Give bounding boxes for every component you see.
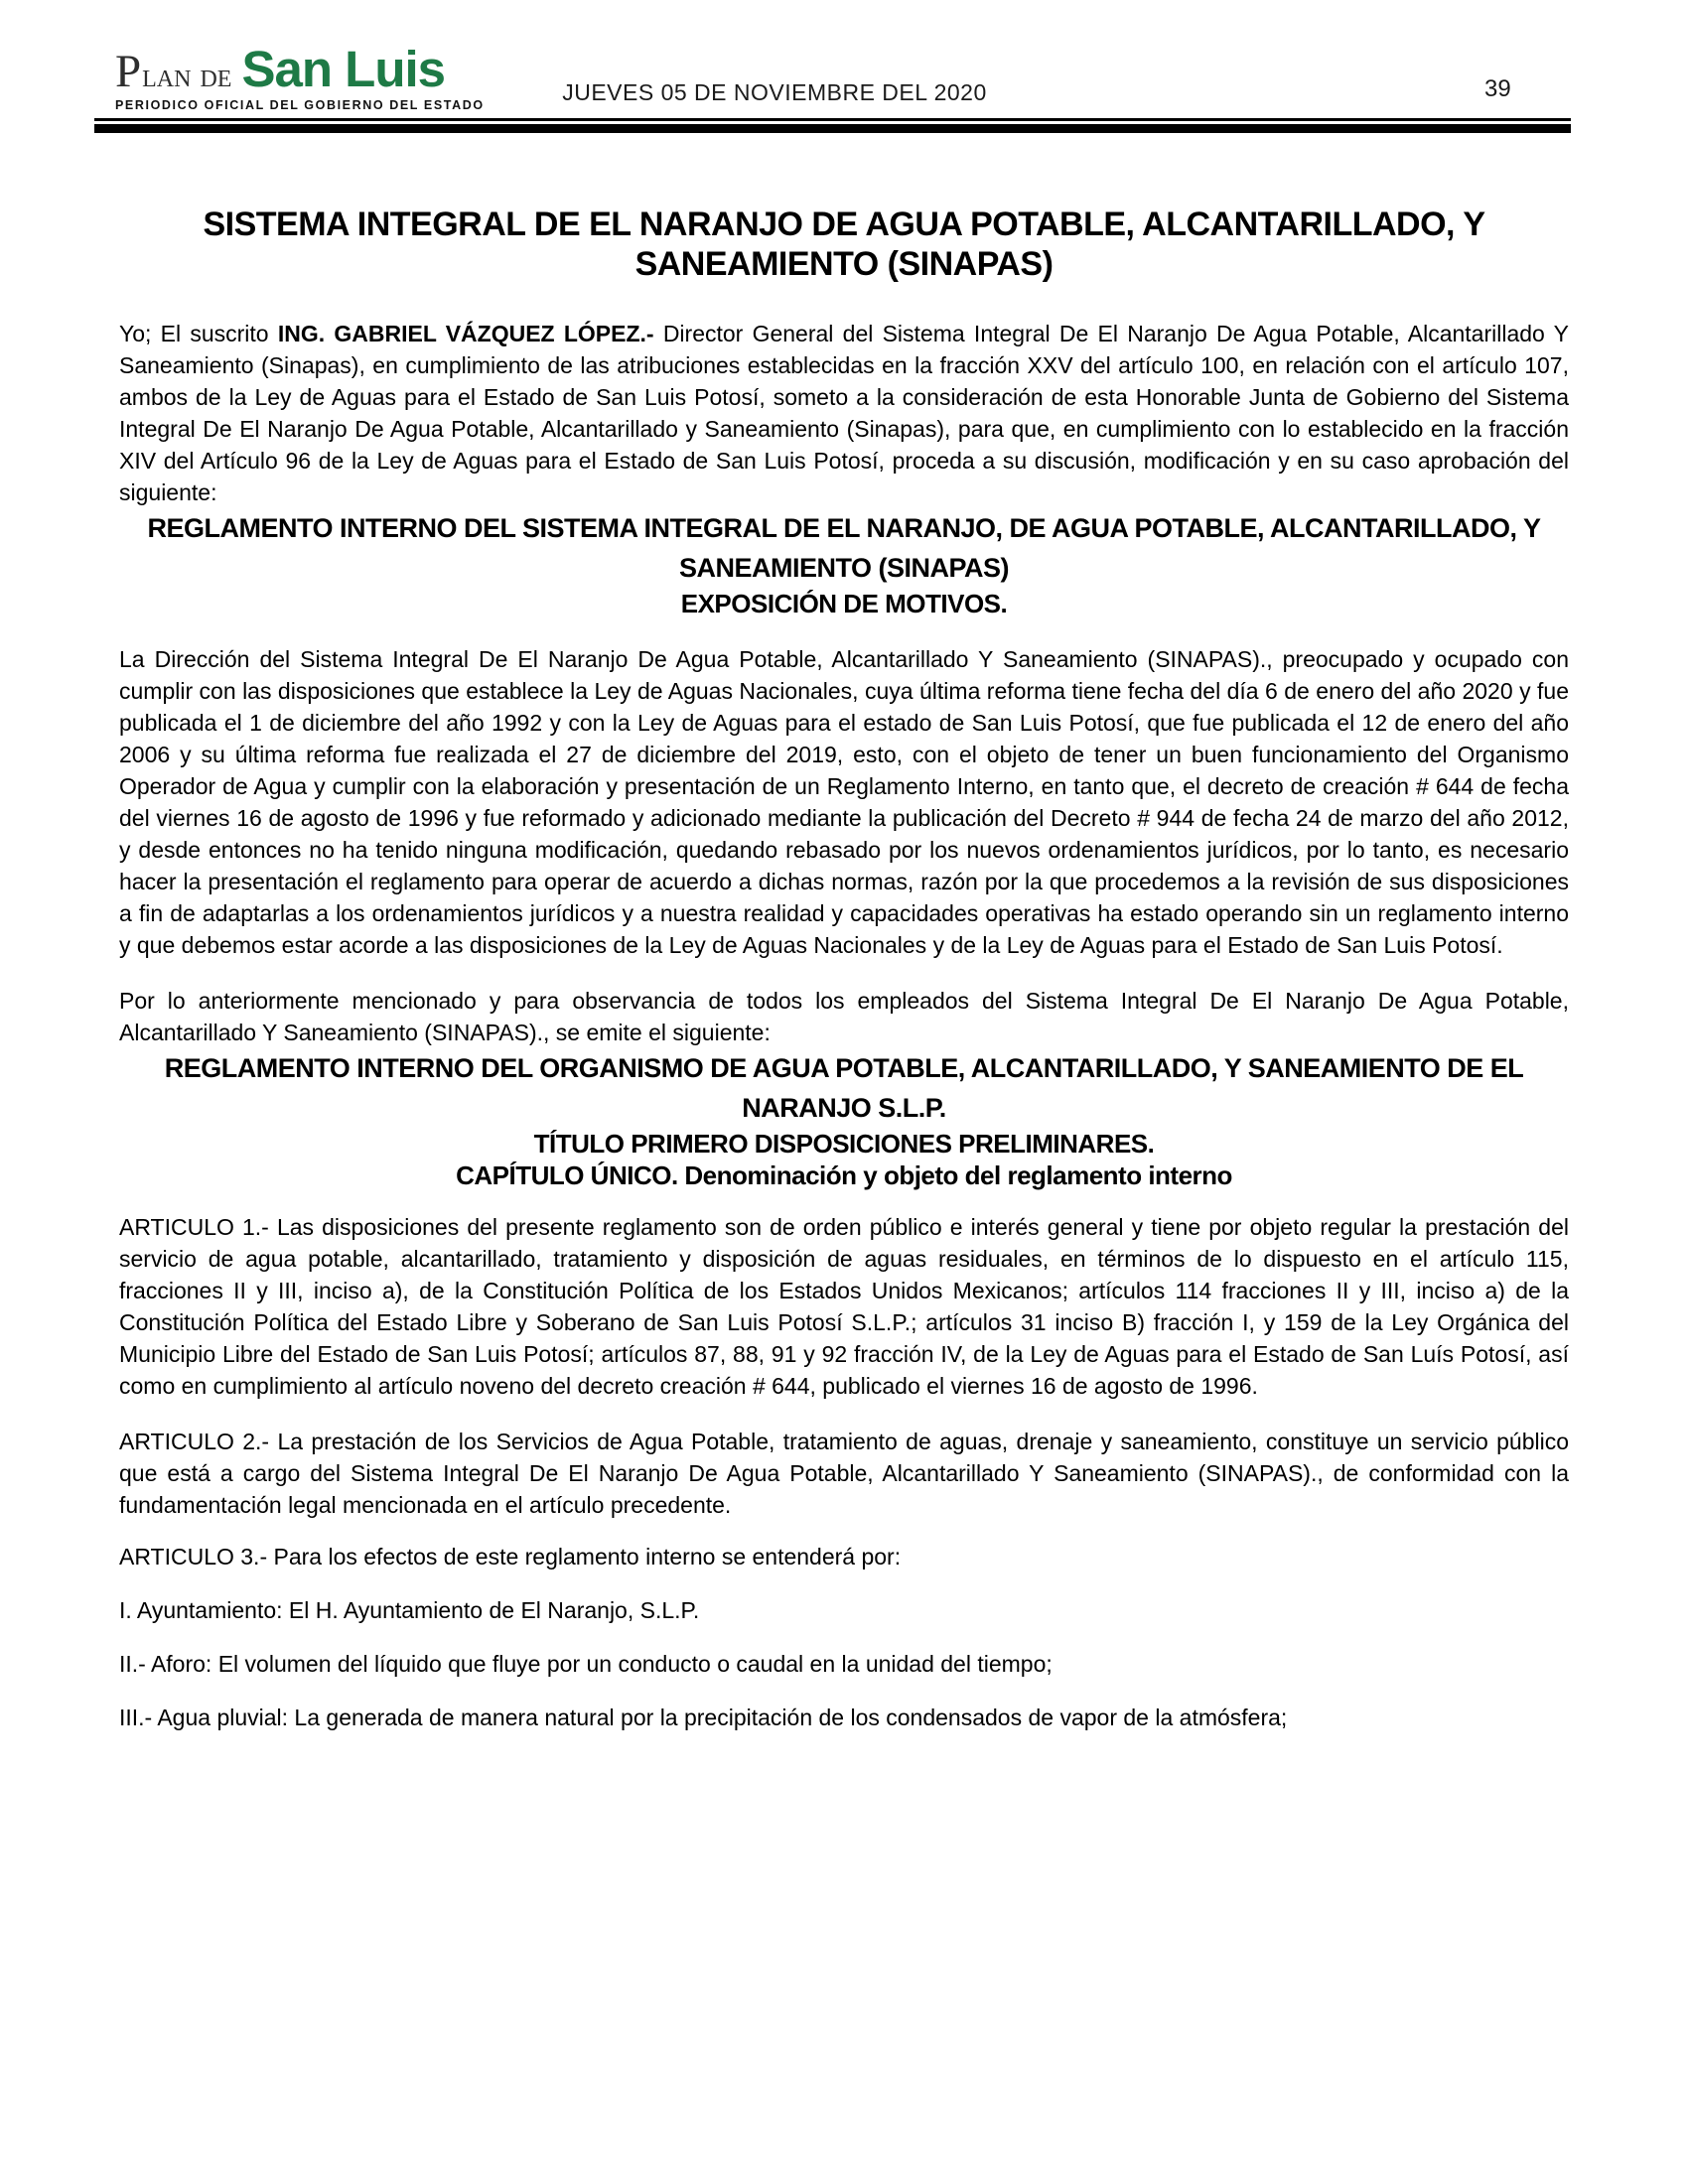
intro-text-post: Director General del Sistema Integral De El Naranjo De Agua Potable, Alcantarillado Y Saneamiento (Sinapas), en cumplimiento de las atribuciones establecidas en la fracción XXV del artículo 100, en relación con el artículo 107, ambos de la Ley de Aguas para el Estado de San Luis Potosí, someto a la consideración de esta Honorable Junta de Gobierno del Sistema Integral De El Naranjo De Agua Potable, Alcantarillado y Saneamiento (Sinapas), para que, en cumplimiento con lo establecido en la fracción XIV del Artículo 96 de la Ley de Aguas para el Estado de San Luis Potosí, proceda a su discusión, modificación y en su caso aprobación del siguiente: (119, 321, 1569, 505)
header-divider-thin-line (94, 118, 1571, 121)
exposicion-paragraph: La Dirección del Sistema Integral De El Naranjo De Agua Potable, Alcantarillado Y Saneamiento (SINAPAS)., preocupado y ocupado con cumplir con las disposiciones que establece la Ley de Aguas Nacionales, cuya última reforma tiene fecha del día 6 de enero del año 2020 y fue publicada el 1 de diciembre del año 1992 y con la Ley de Aguas para el estado de San Luis Potosí, que fue publicada el 12 de enero del año 2006 y su última reforma fue realizada el 27 de diciembre del 2019, esto, con el objeto de tener un buen funcionamiento del Organismo Operador de Agua y cumplir con la elaboración y presentación de un Reglamento Interno, en tanto que, el decreto de creación # 644 de fecha del viernes 16 de agosto de 1996 y fue reformado y adicionado mediante la publicación del Decreto # 944 de fecha 24 de marzo del año 2012, y desde entonces no ha tenido ninguna modificación, quedando rebasado por los nuevos ordenamientos jurídicos, por lo tanto, es necesario hacer la presentación el reglamento para operar de acuerdo a dichas normas, razón por la que procedemos a la revisión de sus disposiciones a fin de adaptarlas a los ordenamientos jurídicos y a nuestra realidad y capacidades operativas ha estado operando sin un reglamento interno y que debemos estar acorde a las disposiciones de la Ley de Aguas Nacionales y de la Ley de Aguas para el Estado de San Luis Potosí. (119, 646, 1569, 958)
definition-item-3: III.- Agua pluvial: La generada de manera natural por la precipitación de los condensados de vapor de la atmósfera; (119, 1705, 1288, 1730)
reglamento-heading-2: REGLAMENTO INTERNO DEL ORGANISMO DE AGUA POTABLE, ALCANTARILLADO, Y SANEAMIENTO DE EL NARANJO S.L.P. (164, 1053, 1524, 1123)
page-number: 39 (1484, 75, 1511, 102)
document-title: SISTEMA INTEGRAL DE EL NARANJO DE AGUA POTABLE, ALCANTARILLADO, Y SANEAMIENTO (SINAPAS) (203, 205, 1485, 283)
observancia-paragraph: Por lo anteriormente mencionado y para observancia de todos los empleados del Sistema Integral De El Naranjo De Agua Potable, Alcantarillado Y Saneamiento (SINAPAS)., se emite el siguiente: (119, 988, 1569, 1045)
logo-text-de: DE (200, 67, 232, 92)
page-header (0, 0, 1688, 118)
capitulo-unico-heading: CAPÍTULO ÚNICO. Denominación y objeto del reglamento interno (456, 1160, 1232, 1190)
articulo-2-paragraph: ARTICULO 2.- La prestación de los Servicios de Agua Potable, tratamiento de aguas, drenaje y saneamiento, constituye un servicio público que está a cargo del Sistema Integral De El Naranjo De Agua Potable, Alcantarillado Y Saneamiento (SINAPAS)., de conformidad con la fundamentación legal mencionada en el artículo precedente. (119, 1429, 1569, 1518)
intro-text-pre: Yo; El suscrito (119, 321, 278, 346)
document-body (119, 133, 1569, 1733)
articulo-1-paragraph: ARTICULO 1.- Las disposiciones del presente reglamento son de orden público e interés general y tiene por objeto regular la prestación del servicio de agua potable, alcantarillado, tratamiento y disposición de aguas residuales, en términos de lo dispuesto en el artículo 115, fracciones II y III, inciso a), de la Constitución Política de los Estados Unidos Mexicanos; artículos 114 fracciones II y III, inciso a) de la Constitución Política del Estado Libre y Soberano de San Luis Potosí S.L.P.; artículos 31 inciso B) fracción I, y 159 de la Ley Orgánica del Municipio Libre del Estado de San Luis Potosí; artículos 87, 88, 91 y 92 fracción IV, de la Ley de Aguas para el Estado de San Luís Potosí, así como en cumplimiento al artículo noveno del decreto creación # 644, publicado el viernes 16 de agosto de 1996. (119, 1214, 1569, 1399)
articulo-3-paragraph: ARTICULO 3.- Para los efectos de este reglamento interno se entenderá por: (119, 1544, 902, 1570)
intro-paragraph (119, 318, 1569, 508)
logo-subtitle: PERIODICO OFICIAL DEL GOBIERNO DEL ESTADO (115, 98, 485, 112)
header-date: JUEVES 05 DE NOVIEMBRE DEL 2020 (562, 79, 987, 105)
titulo-primero-heading: TÍTULO PRIMERO DISPOSICIONES PRELIMINARES. (533, 1129, 1155, 1159)
header-divider-thick-line (94, 124, 1571, 133)
logo-letter-p: P (115, 46, 142, 97)
definition-item-2: II.- Aforo: El volumen del líquido que fluye por un conducto o caudal en la unidad del tiempo; (119, 1651, 1053, 1677)
director-name: ING. GABRIEL VÁZQUEZ LÓPEZ.- (277, 321, 654, 346)
logo-text-san-luis: San Luis (241, 41, 446, 97)
logo-text-lan: LAN (142, 67, 192, 92)
header-divider (94, 118, 1571, 133)
reglamento-heading-1: REGLAMENTO INTERNO DEL SISTEMA INTEGRAL DE EL NARANJO, DE AGUA POTABLE, ALCANTARILLADO, Y SANEAMIENTO (SINAPAS) (147, 513, 1541, 583)
exposicion-de-motivos-heading: EXPOSICIÓN DE MOTIVOS. (680, 589, 1008, 618)
definition-item-1: I. Ayuntamiento: El H. Ayuntamiento de El Naranjo, S.L.P. (119, 1597, 700, 1623)
